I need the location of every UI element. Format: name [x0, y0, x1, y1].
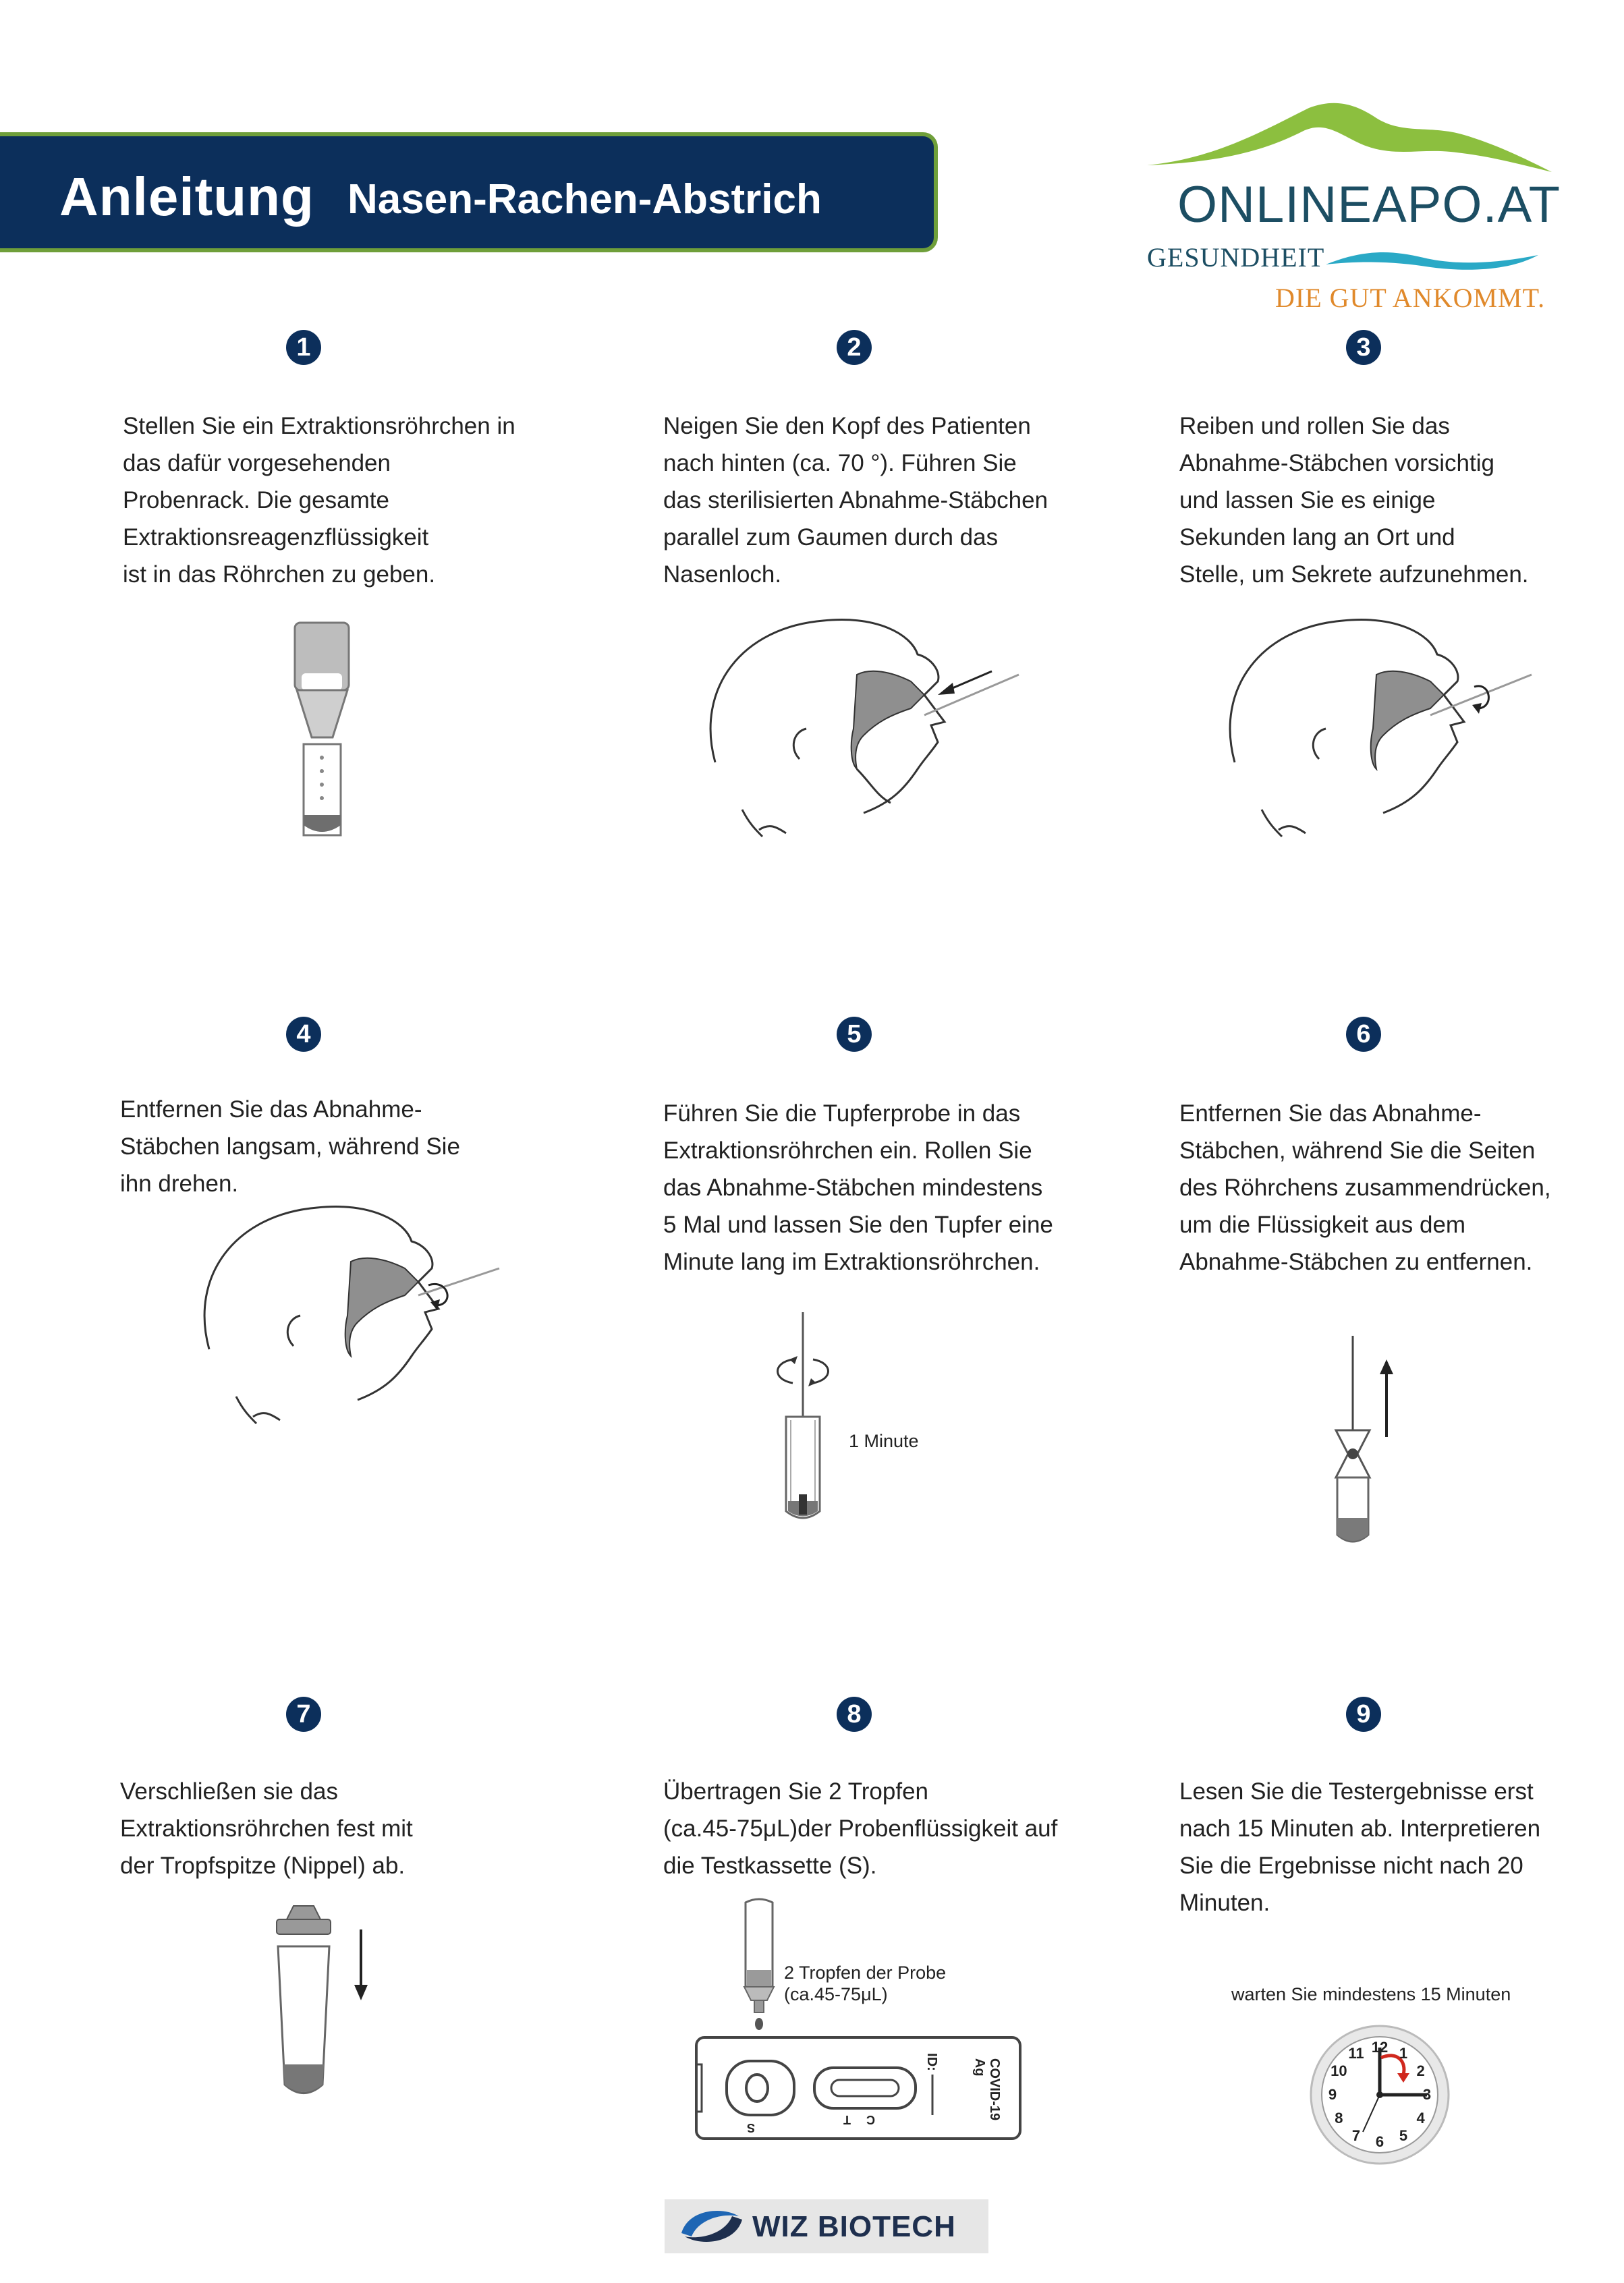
- wiz-swirl-icon: [675, 2203, 749, 2250]
- step-number: 6: [1346, 1017, 1381, 1052]
- step-text: Neigen Sie den Kopf des Patienten nach hinten (ca. 70 °). Führen Sie das sterilisierten Abnahme-Stäbchen parallel zum Gaumen durch das Nasenloch.: [663, 413, 1048, 588]
- step-text: Führen Sie die Tupferprobe in das Extraktionsröhrchen ein. Rollen Sie das Abnahme-Stäbchen mindestens 5 Mal und lassen Sie den Tupfer eine Minute lang im Extraktionsröhrchen.: [663, 1100, 1053, 1275]
- cassette-t-label: T: [843, 2113, 851, 2126]
- logo-line1: GESUNDHEIT: [1147, 242, 1325, 273]
- nasal-swab-insert-illustration: [688, 607, 1039, 877]
- test-cassette: [690, 2034, 1027, 2142]
- step-number: 5: [837, 1017, 872, 1052]
- step-text: Reiben und rollen Sie das Abnahme-Stäbchen vorsichtig und lassen Sie es einige Sekunden lang an Ort und Stelle, um Sekrete aufzunehmen.: [1179, 413, 1529, 588]
- cassette-name: COVID-19 Ag: [972, 2058, 1003, 2121]
- page-subtitle: Nasen-Rachen-Abstrich: [347, 176, 822, 223]
- swab-in-tube-illustration: [762, 1309, 843, 1531]
- header-banner: [0, 132, 938, 252]
- step-text: Lesen Sie die Testergebnisse erst nach 15 Minuten ab. Interpretieren Sie die Ergebnisse nicht nach 20 Minuten.: [1179, 1778, 1541, 1916]
- mountain-icon: [1133, 94, 1579, 175]
- step-number: 3: [1346, 330, 1381, 365]
- footer-brand: WIZ BIOTECH: [752, 2210, 956, 2243]
- step-text: Übertragen Sie 2 Tropfen (ca.45-75μL)der Probenflüssigkeit auf die Testkassette (S).: [663, 1778, 1058, 1879]
- step-number: 2: [837, 330, 872, 365]
- clock-numeral: 6: [1375, 2133, 1384, 2150]
- step-text: Stellen Sie ein Extraktionsröhrchen in das dafür vorgesehenden Probenrack. Die gesamte Extraktionsreagenzflüssigkeit ist in das Röhrchen zu geben.: [123, 413, 515, 588]
- clock-numeral: 7: [1351, 2126, 1361, 2144]
- step-number: 7: [286, 1697, 321, 1732]
- step-number: 1: [286, 330, 321, 365]
- clock-icon: [1306, 2021, 1454, 2169]
- clock-numeral: 3: [1422, 2086, 1432, 2103]
- step-text: Entfernen Sie das Abnahme- Stäbchen langsam, während Sie ihn drehen.: [120, 1096, 460, 1197]
- swab-remove-illustration: [182, 1194, 533, 1464]
- step-number: 8: [837, 1697, 872, 1732]
- step-caption: warten Sie mindestens 15 Minuten: [1231, 1984, 1511, 2004]
- tube-rack-illustration: [287, 619, 368, 849]
- cassette-id-label: ID:: [924, 2053, 939, 2071]
- clock-numeral: 9: [1328, 2086, 1337, 2103]
- step-caption: 1 Minute: [849, 1431, 919, 1451]
- wave-icon: [1133, 243, 1579, 283]
- page-title: Anleitung: [59, 167, 314, 227]
- logo-name: ONLINEAPO.AT: [1177, 176, 1561, 233]
- cassette-c-label: C: [866, 2113, 875, 2126]
- step-caption: 2 Tropfen der Probe (ca.45-75μL): [784, 1963, 947, 2004]
- step-text: Verschließen sie das Extraktionsröhrchen fest mit der Tropfspitze (Nippel) ab.: [120, 1778, 413, 1879]
- nasal-swab-rotate-illustration: [1208, 607, 1559, 877]
- step-text: Entfernen Sie das Abnahme- Stäbchen, während Sie die Seiten des Röhrchens zusammendrücken, um die Flüssigkeit aus dem Abnahme-Stäbchen zu entfernen.: [1179, 1100, 1551, 1275]
- clock-numeral: 4: [1416, 2110, 1425, 2126]
- clock-numeral: 5: [1399, 2126, 1408, 2144]
- tube-squeeze-illustration: [1309, 1332, 1403, 1548]
- step-number: 4: [286, 1017, 321, 1052]
- clock-numeral: 12: [1371, 2039, 1389, 2056]
- logo-tagline: DIE GUT ANKOMMT.: [1275, 283, 1546, 313]
- clock-numeral: 1: [1399, 2045, 1408, 2062]
- dropper-tube-illustration: [732, 1896, 786, 2031]
- tube-close-illustration: [263, 1902, 412, 2118]
- cassette-s-label: S: [747, 2121, 756, 2135]
- clock-numeral: 11: [1348, 2045, 1364, 2062]
- clock-numeral: 2: [1416, 2062, 1425, 2079]
- clock-numeral: 10: [1331, 2062, 1347, 2079]
- step-number: 9: [1346, 1697, 1381, 1732]
- wiz-biotech-logo: [665, 2199, 988, 2253]
- onlineapo-logo: [1133, 94, 1579, 324]
- clock-numeral: 8: [1335, 2110, 1343, 2126]
